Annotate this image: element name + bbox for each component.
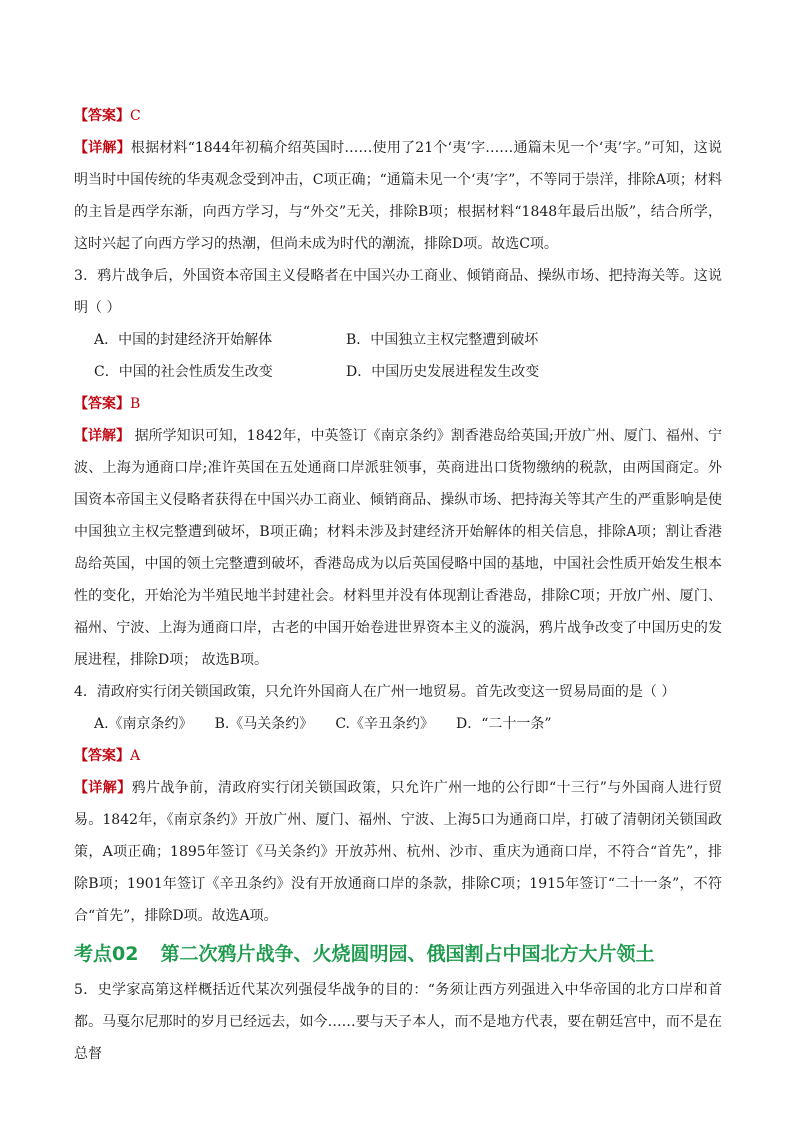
explanation-text: 根据材料“1844年初稿介绍英国时……使用了21个‘夷’字……通篇未见一个‘夷’字。”可知，这说明当时中国传统的华夷观念受到冲击，C项正确；“通篇未见一个‘夷’字”，不等同于崇洋，排除A项；材料的主旨是西学东渐，向西方学习，与“外交”无关，排除B项；根据材料“1848年最后出版”，结合所学，这时兴起了向西方学习的热潮，但尚未成为时代的潮流，排除D项。故选C项。 [74, 140, 722, 252]
option-a: A．中国的封建经济开始解体 [94, 332, 273, 348]
answer-label: 【答案】 [74, 748, 130, 764]
explanation-4 [74, 772, 722, 932]
option-c: C.《辛丑条约》 [335, 716, 434, 732]
answer-value: C [130, 108, 141, 124]
option-b: B.《马关条约》 [214, 716, 314, 732]
question-4-options [74, 708, 722, 740]
answer-4 [74, 740, 722, 772]
explanation-label: 【详解】 [74, 428, 131, 444]
question-5: 5．史学家高第这样概括近代某次列强侵华战争的目的：“务须让西方列强进入中华帝国的北方口岸和首都。马戛尔尼那时的岁月已经远去，如今……要与天子本人，而不是地方代表，要在朝廷宫中，而不是在总督 [74, 982, 722, 1062]
option-a: A.《南京条约》 [94, 716, 193, 732]
question-3: 3．鸦片战争后，外国资本帝国主义侵略者在中国兴办工商业、倾销商品、操纵市场、把持海关等。这说明（ ） [74, 268, 722, 316]
option-d: D．“二十一条” [455, 716, 552, 732]
answer-label: 【答案】 [74, 396, 130, 412]
answer-value: B [130, 396, 141, 412]
answer-3 [74, 388, 722, 420]
option-d: D．中国历史发展进程发生改变 [346, 364, 540, 380]
section-number: 考点02 [74, 943, 139, 965]
explanation-3 [74, 420, 722, 676]
section-heading [74, 934, 722, 974]
answer-1 [74, 100, 722, 132]
question-4: 4．清政府实行闭关锁国政策，只允许外国商人在广州一地贸易。首先改变这一贸易局面的是（ ） [74, 684, 676, 700]
explanation-label: 【详解】 [74, 780, 132, 796]
content-column [74, 100, 722, 1070]
question-3-options-row-2 [74, 356, 722, 388]
explanation-1 [74, 132, 722, 260]
option-c: C．中国的社会性质发生改变 [94, 364, 273, 380]
explanation-text: 据所学知识可知，1842年，中英签订《南京条约》割香港岛给英国;开放广州、厦门、福州、宁波、上海为通商口岸;准许英国在五处通商口岸派驻领事，英商进出口货物缴纳的税款，由两国商定。外国资本帝国主义侵略者获得在中国兴办工商业、倾销商品、操纵市场、把持海关等其产生的严重影响是使中国独立主权完整遭到破坏，B项正确；材料未涉及封建经济开始解体的相关信息，排除A项；割让香港岛给英国，中国的领土完整遭到破坏，香港岛成为以后英国侵略中国的基地，中国社会性质开始发生根本性的变化，开始沦为半殖民地半封建社会。材料里并没有体现割让香港岛，排除C项；开放广州、厦门、福州、宁波、上海为通商口岸，古老的中国开始卷进世界资本主义的漩涡，鸦片战争改变了中国历史的发展进程，排除D项； 故选B项。 [74, 428, 722, 668]
explanation-label: 【详解】 [74, 140, 131, 156]
question-3-options-row-1 [74, 324, 722, 356]
option-b: B．中国独立主权完整遭到破坏 [346, 332, 539, 348]
section-title: 第二次鸦片战争、火烧圆明园、俄国割占中国北方大片领土 [160, 943, 655, 965]
explanation-text: 鸦片战争前，清政府实行闭关锁国政策，只允许广州一地的公行即“十三行”与外国商人进行贸易。1842年，《南京条约》开放广州、厦门、福州、宁波、上海5口为通商口岸，打破了清朝闭关锁国政策，A项正确；1895年签订《马关条约》开放苏州、杭州、沙市、重庆为通商口岸，不符合“首先”，排除B项；1901年签订《辛丑条约》没有开放通商口岸的条款，排除C项；1915年签订“二十一条”，不符合“首先”，排除D项。故选A项。 [74, 780, 723, 924]
answer-label: 【答案】 [74, 108, 130, 124]
answer-value: A [130, 748, 141, 764]
